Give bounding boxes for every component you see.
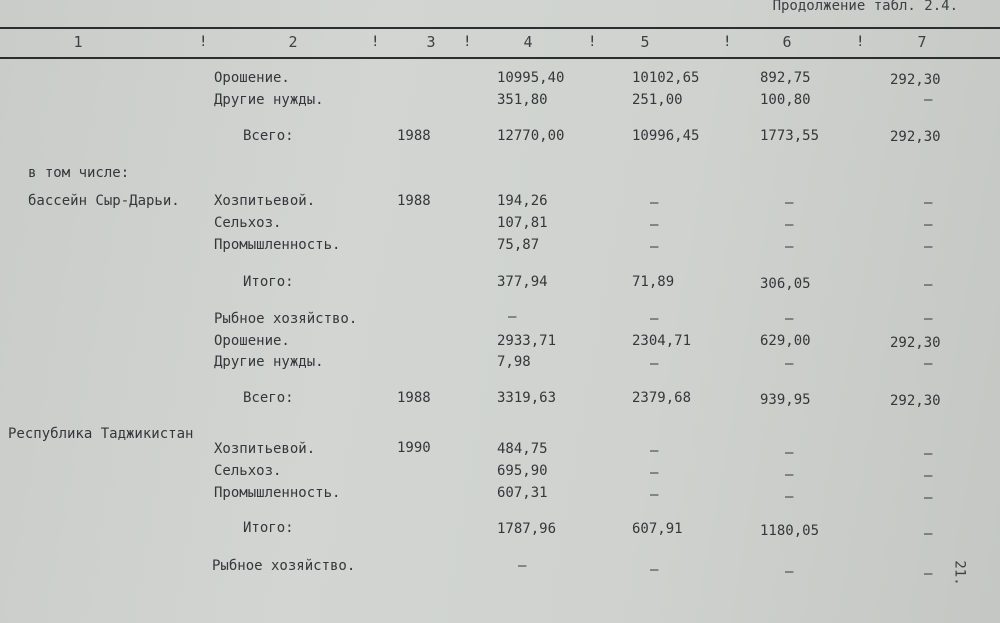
cell-col4: 7,98 xyxy=(497,354,531,370)
page-number: 21. xyxy=(951,560,968,586)
cell-col6: 1773,55 xyxy=(760,128,820,144)
cell-col7: – xyxy=(924,217,933,233)
cell-col4: – xyxy=(508,309,517,325)
column-separator: ! xyxy=(856,34,865,50)
cell-col5: – xyxy=(650,195,659,211)
row-label: Промышленность. xyxy=(214,237,341,253)
cell-col5: 2379,68 xyxy=(632,390,692,406)
row-label: Промышленность. xyxy=(214,485,341,501)
cell-col5: 10102,65 xyxy=(632,70,700,86)
cell-col4: 194,26 xyxy=(497,193,548,209)
row-label: Хозпитьевой. xyxy=(214,193,316,209)
cell-col3: 1988 xyxy=(397,390,431,406)
cell-col7: – xyxy=(924,490,933,506)
column-header-7: 7 xyxy=(917,33,927,51)
cell-col6: – xyxy=(785,467,794,483)
cell-col7: 292,30 xyxy=(890,335,941,351)
cell-col5: – xyxy=(650,443,659,459)
cell-col7: – xyxy=(924,239,933,255)
header-top-rule xyxy=(0,27,1000,29)
row-label: Орошение. xyxy=(214,333,290,349)
cell-col3: 1988 xyxy=(397,128,431,144)
header-bottom-rule xyxy=(0,57,1000,59)
region-label: бассейн Сыр-Дарьи. xyxy=(28,193,180,209)
cell-col5: 2304,71 xyxy=(632,333,692,349)
row-label: Сельхоз. xyxy=(214,215,282,231)
cell-col5: 10996,45 xyxy=(632,128,700,144)
cell-col5: – xyxy=(650,239,659,255)
column-header-3: 3 xyxy=(426,33,436,51)
cell-col6: 629,00 xyxy=(760,333,811,349)
cell-col6: 939,95 xyxy=(760,392,811,408)
row-label: Орошение. xyxy=(214,70,290,86)
cell-col7: 292,30 xyxy=(890,72,941,88)
cell-col5: 251,00 xyxy=(632,92,683,108)
column-header-6: 6 xyxy=(782,33,792,51)
cell-col4: 377,94 xyxy=(497,274,548,290)
column-separator: ! xyxy=(199,34,208,50)
cell-col4: 1787,96 xyxy=(497,521,557,537)
cell-col4: 2933,71 xyxy=(497,333,557,349)
column-separator: ! xyxy=(723,34,732,50)
column-header-4: 4 xyxy=(523,33,533,51)
cell-col7: – xyxy=(924,526,933,542)
cell-col4: 484,75 xyxy=(497,441,548,457)
column-separator: ! xyxy=(463,34,472,50)
cell-col6: 100,80 xyxy=(760,92,811,108)
cell-col6: – xyxy=(785,217,794,233)
cell-col6: 892,75 xyxy=(760,70,811,86)
cell-col5: – xyxy=(650,356,659,372)
column-separator: ! xyxy=(588,34,597,50)
table-caption: Продолжение табл. 2.4. xyxy=(772,0,958,14)
row-label: Другие нужды. xyxy=(214,354,324,370)
row-label: Всего: xyxy=(243,390,294,406)
cell-col4: 12770,00 xyxy=(497,128,565,144)
cell-col5: – xyxy=(650,465,659,481)
cell-col6: – xyxy=(785,311,794,327)
cell-col6: – xyxy=(785,195,794,211)
cell-col4: 75,87 xyxy=(497,237,540,253)
cell-col7: – xyxy=(924,92,933,108)
cell-col7: – xyxy=(924,195,933,211)
cell-col3: 1988 xyxy=(397,193,431,209)
row-label: Другие нужды. xyxy=(214,92,324,108)
cell-col7: – xyxy=(924,311,933,327)
row-label: Рыбное хозяйство. xyxy=(214,311,358,327)
cell-col6: 1180,05 xyxy=(760,523,820,539)
column-header-1: 1 xyxy=(73,33,83,51)
cell-col5: – xyxy=(650,311,659,327)
cell-col7: 292,30 xyxy=(890,129,941,145)
cell-col7: – xyxy=(924,277,933,293)
cell-col4: 695,90 xyxy=(497,463,548,479)
row-label: Итого: xyxy=(243,274,294,290)
cell-col4: – xyxy=(518,558,527,574)
cell-col5: 607,91 xyxy=(632,521,683,537)
cell-col7: 292,30 xyxy=(890,393,941,409)
row-label: Итого: xyxy=(243,520,294,536)
cell-col6: – xyxy=(785,239,794,255)
cell-col7: – xyxy=(924,566,933,582)
column-separator: ! xyxy=(371,34,380,50)
cell-col4: 107,81 xyxy=(497,215,548,231)
row-label: Хозпитьевой. xyxy=(214,441,316,457)
cell-col5: – xyxy=(650,487,659,503)
cell-col4: 351,80 xyxy=(497,92,548,108)
cell-col6: – xyxy=(785,356,794,372)
cell-col4: 10995,40 xyxy=(497,70,565,86)
column-header-5: 5 xyxy=(640,33,650,51)
row-label: Рыбное хозяйство. xyxy=(212,558,356,574)
section-label: в том числе: xyxy=(28,165,130,181)
cell-col6: – xyxy=(785,445,794,461)
cell-col6: 306,05 xyxy=(760,276,811,292)
cell-col4: 3319,63 xyxy=(497,390,557,406)
cell-col7: – xyxy=(924,468,933,484)
cell-col5: 71,89 xyxy=(632,274,675,290)
cell-col7: – xyxy=(924,356,933,372)
column-header-2: 2 xyxy=(288,33,298,51)
cell-col5: – xyxy=(650,562,659,578)
cell-col6: – xyxy=(785,564,794,580)
row-label: Всего: xyxy=(243,128,294,144)
cell-col4: 607,31 xyxy=(497,485,548,501)
cell-col7: – xyxy=(924,446,933,462)
cell-col5: – xyxy=(650,217,659,233)
row-label: Сельхоз. xyxy=(214,463,282,479)
cell-col6: – xyxy=(785,489,794,505)
region-label: Республика Таджикистан xyxy=(8,426,194,442)
cell-col3: 1990 xyxy=(397,440,431,456)
